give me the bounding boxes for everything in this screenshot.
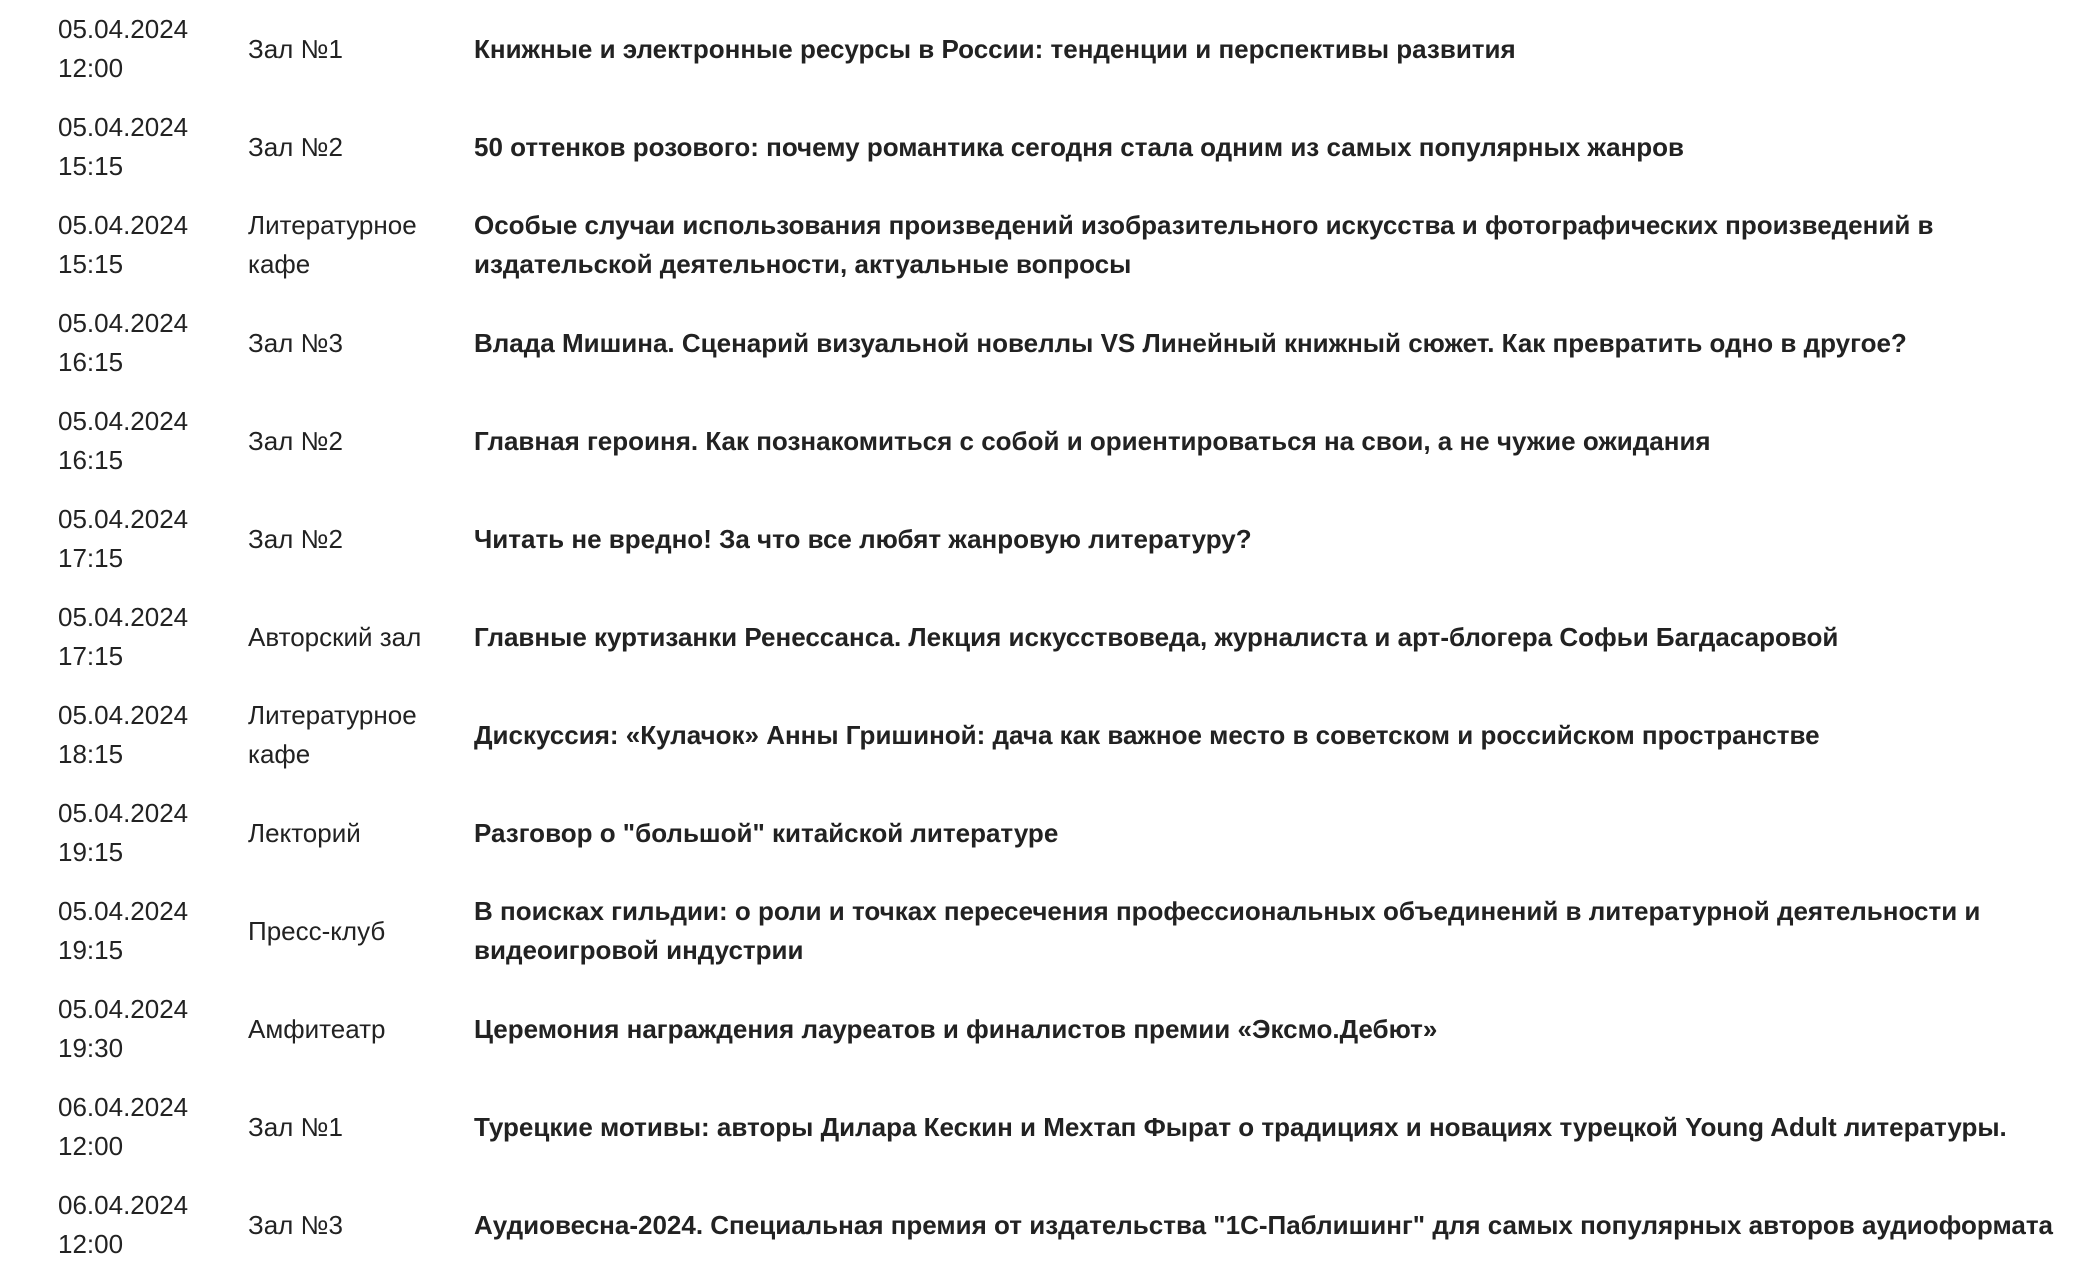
event-title[interactable] — [474, 490, 2074, 588]
event-hall — [248, 1176, 463, 1274]
event-title[interactable] — [474, 98, 2074, 196]
event-hall-line: Амфитеатр — [248, 1013, 386, 1044]
event-row — [0, 882, 2093, 980]
event-time: 12:00 — [58, 1229, 124, 1259]
event-hall — [248, 98, 463, 196]
event-title-line[interactable]: Главные куртизанки Ренессанса. Лекция искусствоведа, журналиста и арт-блогера Софьи Багдасаровой — [474, 621, 1839, 652]
event-date: 05.04.2024 — [58, 112, 189, 142]
event-date: 05.04.2024 — [58, 798, 189, 828]
event-time: 16:15 — [58, 445, 124, 475]
event-datetime — [58, 294, 238, 392]
event-hall-line: Зал №2 — [248, 425, 343, 456]
event-time: 19:15 — [58, 935, 124, 965]
event-hall-line: Пресс-клуб — [248, 915, 386, 946]
event-title[interactable] — [474, 196, 2074, 294]
event-row — [0, 1078, 2093, 1176]
event-title-line[interactable]: видеоигровой индустрии — [474, 935, 804, 965]
event-date: 05.04.2024 — [58, 896, 189, 926]
event-date: 05.04.2024 — [58, 994, 189, 1024]
event-row — [0, 980, 2093, 1078]
event-hall — [248, 392, 463, 490]
event-title-line[interactable]: Разговор о "большой" китайской литературе — [474, 817, 1059, 848]
event-hall-line: Зал №1 — [248, 1111, 343, 1142]
event-row — [0, 490, 2093, 588]
event-row — [0, 98, 2093, 196]
event-time: 18:15 — [58, 739, 124, 769]
event-time: 15:15 — [58, 151, 124, 181]
event-hall-line: Зал №1 — [248, 33, 343, 64]
event-date: 06.04.2024 — [58, 1190, 189, 1220]
event-title[interactable] — [474, 0, 2074, 98]
event-title-line[interactable]: В поисках гильдии: о роли и точках пересечения профессиональных объединений в литературной деятельности и — [474, 896, 1981, 926]
event-hall — [248, 980, 463, 1078]
event-hall-line: Зал №3 — [248, 327, 343, 358]
event-hall-line: Лекторий — [248, 817, 361, 848]
event-date: 05.04.2024 — [58, 14, 189, 44]
event-title[interactable] — [474, 686, 2074, 784]
event-hall-line: Зал №3 — [248, 1209, 343, 1240]
event-time: 12:00 — [58, 1131, 124, 1161]
event-hall — [248, 196, 463, 294]
event-time: 19:15 — [58, 837, 124, 867]
event-row — [0, 294, 2093, 392]
event-title[interactable] — [474, 1078, 2074, 1176]
event-hall — [248, 1078, 463, 1176]
event-datetime — [58, 1078, 238, 1176]
event-hall-line: кафе — [248, 739, 311, 769]
event-hall — [248, 588, 463, 686]
event-hall — [248, 882, 463, 980]
event-datetime — [58, 0, 238, 98]
event-title-line[interactable]: Дискуссия: «Кулачок» Анны Гришиной: дача как важное место в советском и российском пространстве — [474, 719, 1820, 750]
event-time: 19:30 — [58, 1033, 124, 1063]
event-hall — [248, 686, 463, 784]
event-title[interactable] — [474, 1176, 2074, 1274]
event-title[interactable] — [474, 882, 2074, 980]
event-title-line[interactable]: Аудиовесна-2024. Специальная премия от издательства "1С-Паблишинг" для самых популярных авторов аудиоформата — [474, 1209, 2054, 1240]
event-hall-line: Литературное — [248, 210, 417, 240]
event-row — [0, 392, 2093, 490]
event-datetime — [58, 686, 238, 784]
event-title[interactable] — [474, 588, 2074, 686]
event-title-line[interactable]: Главная героиня. Как познакомиться с собой и ориентироваться на свои, а не чужие ожидания — [474, 425, 1711, 456]
event-date: 05.04.2024 — [58, 210, 189, 240]
event-title[interactable] — [474, 392, 2074, 490]
event-time: 17:15 — [58, 641, 124, 671]
event-datetime — [58, 196, 238, 294]
event-datetime — [58, 784, 238, 882]
event-row — [0, 588, 2093, 686]
event-title[interactable] — [474, 294, 2074, 392]
event-time: 16:15 — [58, 347, 124, 377]
event-hall — [248, 490, 463, 588]
event-hall-line: Зал №2 — [248, 131, 343, 162]
event-hall-line: кафе — [248, 249, 311, 279]
event-hall — [248, 294, 463, 392]
event-hall-line: Авторский зал — [248, 621, 422, 652]
event-date: 06.04.2024 — [58, 1092, 189, 1122]
event-title-line[interactable]: Особые случаи использования произведений изобразительного искусства и фотографических произведений в — [474, 210, 1934, 240]
event-row — [0, 1176, 2093, 1274]
event-date: 05.04.2024 — [58, 406, 189, 436]
event-time: 15:15 — [58, 249, 124, 279]
event-datetime — [58, 98, 238, 196]
event-row — [0, 686, 2093, 784]
event-time: 17:15 — [58, 543, 124, 573]
event-datetime — [58, 588, 238, 686]
event-datetime — [58, 392, 238, 490]
event-title[interactable] — [474, 784, 2074, 882]
event-title-line[interactable]: 50 оттенков розового: почему романтика сегодня стала одним из самых популярных жанров — [474, 131, 1685, 162]
event-row — [0, 196, 2093, 294]
event-title-line[interactable]: Влада Мишина. Сценарий визуальной новеллы VS Линейный книжный сюжет. Как превратить одно в другое? — [474, 327, 1907, 358]
event-date: 05.04.2024 — [58, 700, 189, 730]
event-date: 05.04.2024 — [58, 308, 189, 338]
event-datetime — [58, 490, 238, 588]
event-hall-line: Зал №2 — [248, 523, 343, 554]
event-hall — [248, 0, 463, 98]
event-title-line[interactable]: Книжные и электронные ресурсы в России: тенденции и перспективы развития — [474, 33, 1516, 64]
event-title-line[interactable]: Турецкие мотивы: авторы Дилара Кескин и Мехтап Фырат о традициях и новациях турецкой Young Adult литературы. — [474, 1111, 2007, 1142]
event-title[interactable] — [474, 980, 2074, 1078]
event-datetime — [58, 882, 238, 980]
event-row — [0, 784, 2093, 882]
event-time: 12:00 — [58, 53, 124, 83]
event-date: 05.04.2024 — [58, 504, 189, 534]
event-row — [0, 0, 2093, 98]
event-hall-line: Литературное — [248, 700, 417, 730]
event-datetime — [58, 1176, 238, 1274]
event-title-line[interactable]: издательской деятельности, актуальные вопросы — [474, 249, 1132, 279]
event-date: 05.04.2024 — [58, 602, 189, 632]
event-hall — [248, 784, 463, 882]
event-title-line[interactable]: Церемония награждения лауреатов и финалистов премии «Эксмо.Дебют» — [474, 1013, 1438, 1044]
event-title-line[interactable]: Читать не вредно! За что все любят жанровую литературу? — [474, 523, 1252, 554]
event-datetime — [58, 980, 238, 1078]
